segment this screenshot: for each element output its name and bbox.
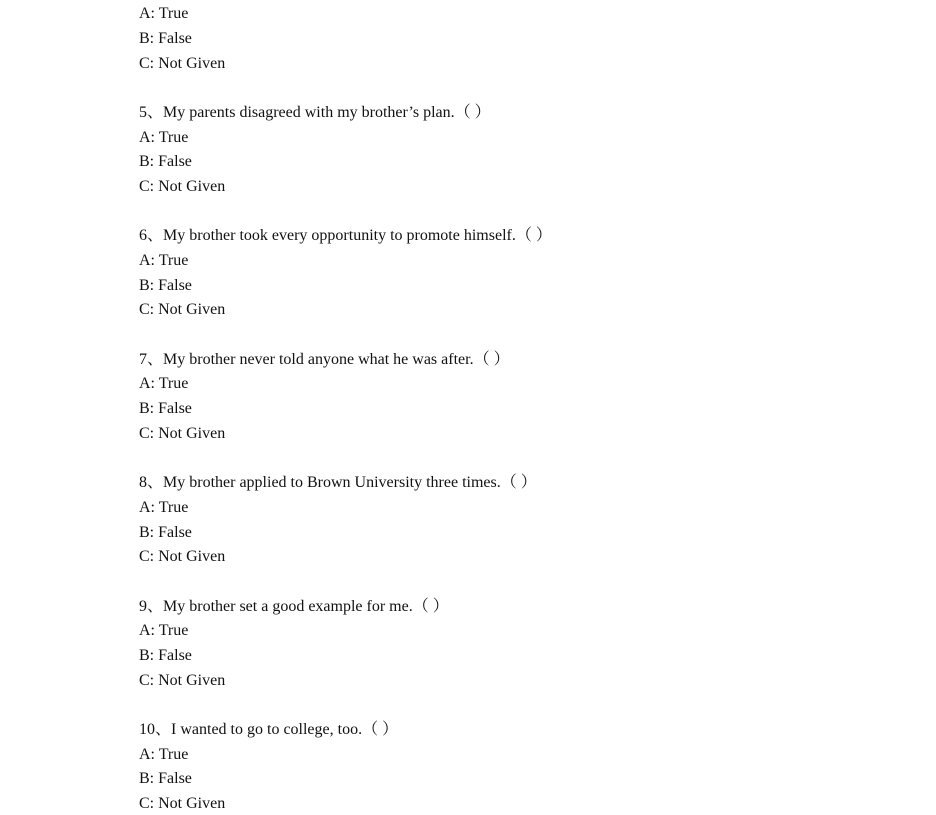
question-8-stem	[139, 473, 537, 493]
question-text: My brother applied to Brown University three times.	[163, 474, 501, 491]
option-true: A: True	[139, 5, 189, 22]
answer-blank: （ ）	[454, 104, 491, 121]
answer-blank: （ ）	[412, 598, 449, 615]
option-false: B: False	[139, 770, 192, 787]
option-not-given: C: Not Given	[139, 672, 226, 689]
option-false: B: False	[139, 647, 192, 664]
answer-blank: （ ）	[362, 721, 399, 738]
question-number: 7、	[139, 351, 164, 368]
option-not-given: C: Not Given	[139, 548, 226, 565]
option-false: B: False	[139, 524, 192, 541]
question-7-stem	[139, 350, 510, 370]
document-page	[139, 0, 936, 815]
question-5-stem	[139, 103, 491, 123]
option-true: A: True	[139, 129, 189, 146]
question-number: 8、	[139, 474, 164, 491]
question-number: 5、	[139, 104, 164, 121]
option-not-given: C: Not Given	[139, 178, 226, 195]
option-true: A: True	[139, 252, 189, 269]
question-text: My brother took every opportunity to promote himself.	[163, 227, 516, 244]
answer-blank: （ ）	[515, 227, 552, 244]
question-number: 9、	[139, 598, 164, 615]
question-number: 10、	[139, 721, 172, 738]
question-text: I wanted to go to college, too.	[171, 721, 363, 738]
option-not-given: C: Not Given	[139, 55, 226, 72]
option-true: A: True	[139, 622, 189, 639]
option-not-given: C: Not Given	[139, 425, 226, 442]
option-false: B: False	[139, 400, 192, 417]
question-6-stem	[139, 226, 552, 246]
option-false: B: False	[139, 277, 192, 294]
question-text: My brother never told anyone what he was after.	[163, 351, 474, 368]
question-9-stem	[139, 597, 449, 617]
question-text: My brother set a good example for me.	[163, 598, 413, 615]
answer-blank: （ ）	[500, 474, 537, 491]
option-true: A: True	[139, 746, 189, 763]
option-false: B: False	[139, 30, 192, 47]
answer-blank: （ ）	[473, 351, 510, 368]
question-10-stem	[139, 720, 398, 740]
option-true: A: True	[139, 499, 189, 516]
option-false: B: False	[139, 153, 192, 170]
option-not-given: C: Not Given	[139, 795, 226, 812]
option-true: A: True	[139, 375, 189, 392]
option-not-given: C: Not Given	[139, 301, 226, 318]
question-text: My parents disagreed with my brother’s plan.	[163, 104, 455, 121]
question-number: 6、	[139, 227, 164, 244]
